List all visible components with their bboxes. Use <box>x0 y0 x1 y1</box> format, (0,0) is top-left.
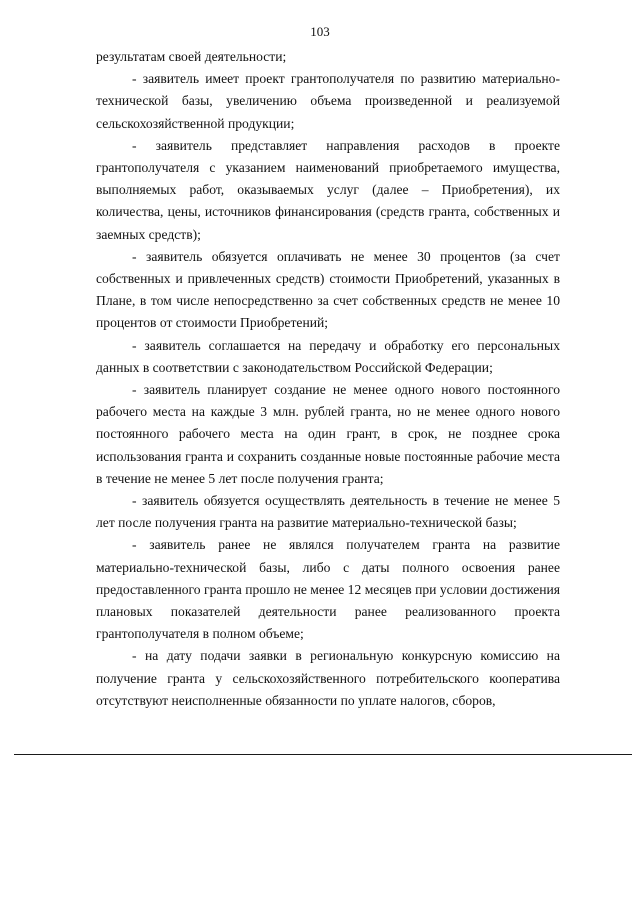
list-item: - заявитель планирует создание не менее одного нового постоянного рабочего места на каждые 3 млн. рублей гранта, но не менее одного нового постоянного рабочего места на один грант, в срок, не позднее срока использования гранта и сохранить созданные новые постоянные рабочие места в течение не менее 5 лет после получения гранта; <box>96 382 560 486</box>
list-item: - на дату подачи заявки в региональную конкурсную комиссию на получение гранта у сельскохозяйственного потребительского кооператива отсутствуют неисполненные обязанности по уплате налогов, сборов, <box>96 648 560 708</box>
paragraph-continuation: результатам своей деятельности; <box>96 49 287 64</box>
list-item: - заявитель представляет направления расходов в проекте грантополучателя с указанием наименований приобретаемого имущества, выполняемых работ, оказываемых услуг (далее – Приобретения), их количества, цены, источников финансирования (средств гранта, собственных и заемных средств); <box>96 137 560 242</box>
document-body <box>96 46 560 712</box>
list-item: - заявитель обязуется осуществлять деятельность в течение не менее 5 лет после получения гранта на развитие материально-технической базы; <box>96 493 560 531</box>
list-item: - заявитель ранее не являлся получателем гранта на развитие материально-технической базы, либо с даты полного освоения ранее предоставленного гранта прошло не менее 12 месяцев при условии достижения плановых показателей деятельности ранее реализованного проекта грантополучателя в полном объеме; <box>96 537 560 642</box>
list-item: - заявитель соглашается на передачу и обработку его персональных данных в соответствии с законодательством Российской Федерации; <box>96 337 560 375</box>
scan-divider-line <box>14 754 632 755</box>
list-item: - заявитель имеет проект грантополучателя по развитию материально-технической базы, увеличению объема произведенной и реализуемой сельскохозяйственной продукции; <box>96 71 560 131</box>
page-number: 103 <box>310 24 330 39</box>
list-item: - заявитель обязуется оплачивать не менее 30 процентов (за счет собственных и привлеченных средств) стоимости Приобретений, указанных в Плане, в том числе непосредственно за счет собственных средств не менее 10 процентов от стоимости Приобретений; <box>96 248 560 331</box>
